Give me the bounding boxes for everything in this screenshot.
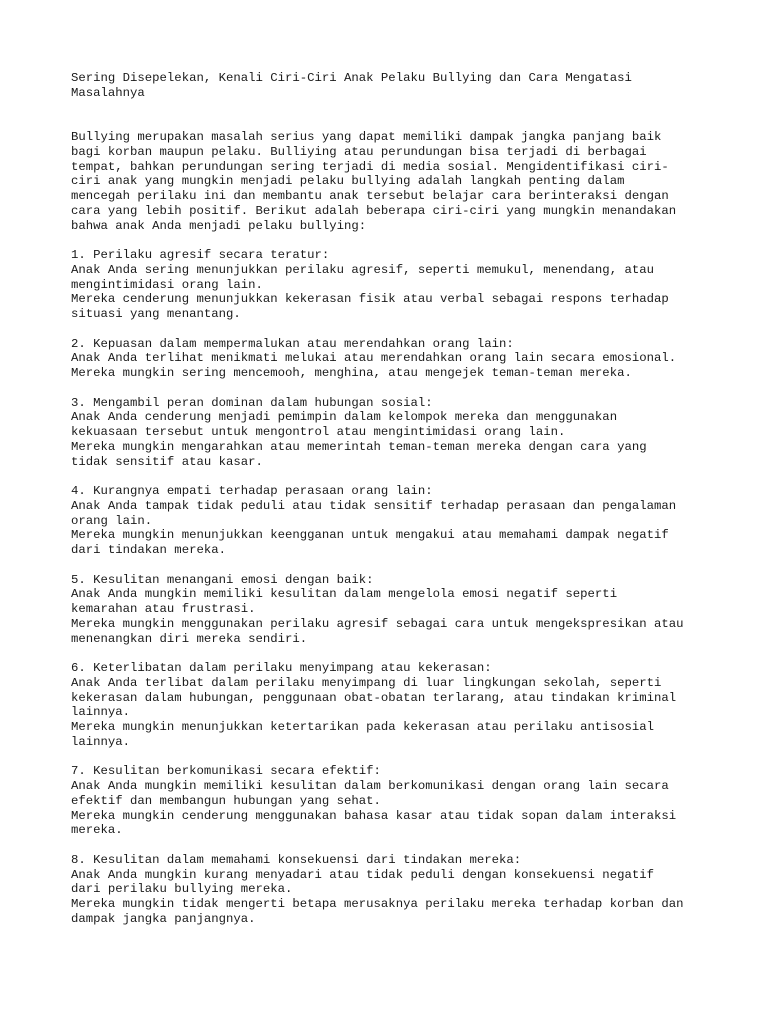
section-line: kekuasaan tersebut untuk mengontrol atau mengintimidasi orang lain. <box>71 425 566 439</box>
section-line: dari perilaku bullying mereka. <box>71 882 293 897</box>
section-line: menenangkan diri mereka sendiri. <box>71 631 308 646</box>
section-8 <box>71 853 711 927</box>
section-heading: 5. Kesulitan menangani emosi dengan baik: <box>71 572 374 587</box>
paragraph-line: bahwa anak Anda menjadi pelaku bullying: <box>71 218 367 233</box>
section-2 <box>71 337 711 381</box>
section-line: lainnya. <box>71 705 131 720</box>
section-6 <box>71 661 711 750</box>
section-line: Mereka mungkin sering mencemooh, menghina, atau mengejek teman-teman mereka. <box>71 366 632 380</box>
section-7 <box>71 764 711 838</box>
section-line: Anak Anda terlibat dalam perilaku menyimpang di luar lingkungan sekolah, seperti <box>71 675 662 690</box>
section-line: Anak Anda sering menunjukkan perilaku agresif, seperti memukul, menendang, atau <box>71 262 654 277</box>
section-line: tidak sensitif atau kasar. <box>71 454 263 469</box>
section-line: Mereka mungkin tidak mengerti betapa merusaknya perilaku mereka terhadap korban dan <box>71 897 684 911</box>
section-line: mengintimidasi orang lain. <box>71 277 263 292</box>
section-line: Anak Anda cenderung menjadi pemimpin dalam kelompok mereka dan menggunakan <box>71 410 618 425</box>
intro-paragraph <box>71 130 711 233</box>
paragraph-line: cara yang lebih positif. Berikut adalah beberapa ciri-ciri yang mungkin menandakan <box>71 203 677 218</box>
section-3 <box>71 396 711 470</box>
section-heading: 4. Kurangnya empati terhadap perasaan orang lain: <box>71 484 433 498</box>
section-line: Mereka mungkin mengarahkan atau memerintah teman-teman mereka dengan cara yang <box>71 439 647 454</box>
section-line: Anak Anda mungkin memiliki kesulitan dalam berkomunikasi dengan orang lain secara <box>71 779 669 793</box>
paragraph-line: mencegah perilaku ini dan membantu anak tersebut belajar cara berinteraksi dengan <box>71 189 669 203</box>
section-4 <box>71 484 711 558</box>
section-line: orang lain. <box>71 513 153 528</box>
section-line: kekerasan dalam hubungan, penggunaan obat-obatan terlarang, atau tindakan kriminal <box>71 690 677 705</box>
section-line: Anak Anda terlihat menikmati melukai atau merendahkan orang lain secara emosional. <box>71 351 677 366</box>
section-line: situasi yang menantang. <box>71 307 241 321</box>
section-heading: 1. Perilaku agresif secara teratur: <box>71 248 330 262</box>
section-heading: 8. Kesulitan dalam memahami konsekuensi dari tindakan mereka: <box>71 852 522 867</box>
section-line: efektif dan membangun hubungan yang sehat. <box>71 793 381 808</box>
section-heading: 6. Keterlibatan dalam perilaku menyimpang atau kekerasan: <box>71 661 492 675</box>
section-line: Mereka cenderung menunjukkan kekerasan fisik atau verbal sebagai respons terhadap <box>71 292 669 307</box>
title-line: Sering Disepelekan, Kenali Ciri-Ciri Anak Pelaku Bullying dan Cara Mengatasi <box>71 71 632 85</box>
section-line: Anak Anda tampak tidak peduli atau tidak sensitif terhadap perasaan dan pengalaman <box>71 498 677 513</box>
paragraph-line: Bullying merupakan masalah serius yang dapat memiliki dampak jangka panjang baik <box>71 130 662 144</box>
section-line: Mereka mungkin cenderung menggunakan bahasa kasar atau tidak sopan dalam interaksi <box>71 808 677 823</box>
section-line: Mereka mungkin menunjukkan ketertarikan pada kekerasan atau perilaku antisosial <box>71 720 654 734</box>
section-line: Anak Anda mungkin kurang menyadari atau tidak peduli dengan konsekuensi negatif <box>71 867 654 882</box>
section-line: Mereka mungkin menunjukkan keengganan untuk mengakui atau memahami dampak negatif <box>71 528 669 543</box>
document-page <box>71 71 711 927</box>
document-title <box>71 71 711 101</box>
title-line: Masalahnya <box>71 85 145 100</box>
section-line: Mereka mungkin menggunakan perilaku agresif sebagai cara untuk mengekspresikan atau <box>71 616 684 631</box>
section-5 <box>71 573 711 647</box>
section-line: lainnya. <box>71 734 131 749</box>
section-line: dampak jangka panjangnya. <box>71 911 256 926</box>
paragraph-line: ciri anak yang mungkin menjadi pelaku bullying adalah langkah penting dalam <box>71 174 625 189</box>
paragraph-line: bagi korban maupun pelaku. Bulliying atau perundungan bisa terjadi di berbagai <box>71 144 647 159</box>
section-heading: 2. Kepuasan dalam mempermalukan atau merendahkan orang lain: <box>71 336 514 351</box>
section-heading: 3. Mengambil peran dominan dalam hubungan sosial: <box>71 395 433 410</box>
section-line: dari tindakan mereka. <box>71 543 226 557</box>
section-line: mereka. <box>71 823 123 838</box>
paragraph-line: tempat, bahkan perundungan sering terjadi di media sosial. Mengidentifikasi ciri- <box>71 159 669 174</box>
section-heading: 7. Kesulitan berkomunikasi secara efektif: <box>71 764 381 779</box>
section-line: kemarahan atau frustrasi. <box>71 602 256 616</box>
section-1 <box>71 248 711 322</box>
section-line: Anak Anda mungkin memiliki kesulitan dalam mengelola emosi negatif seperti <box>71 587 618 602</box>
